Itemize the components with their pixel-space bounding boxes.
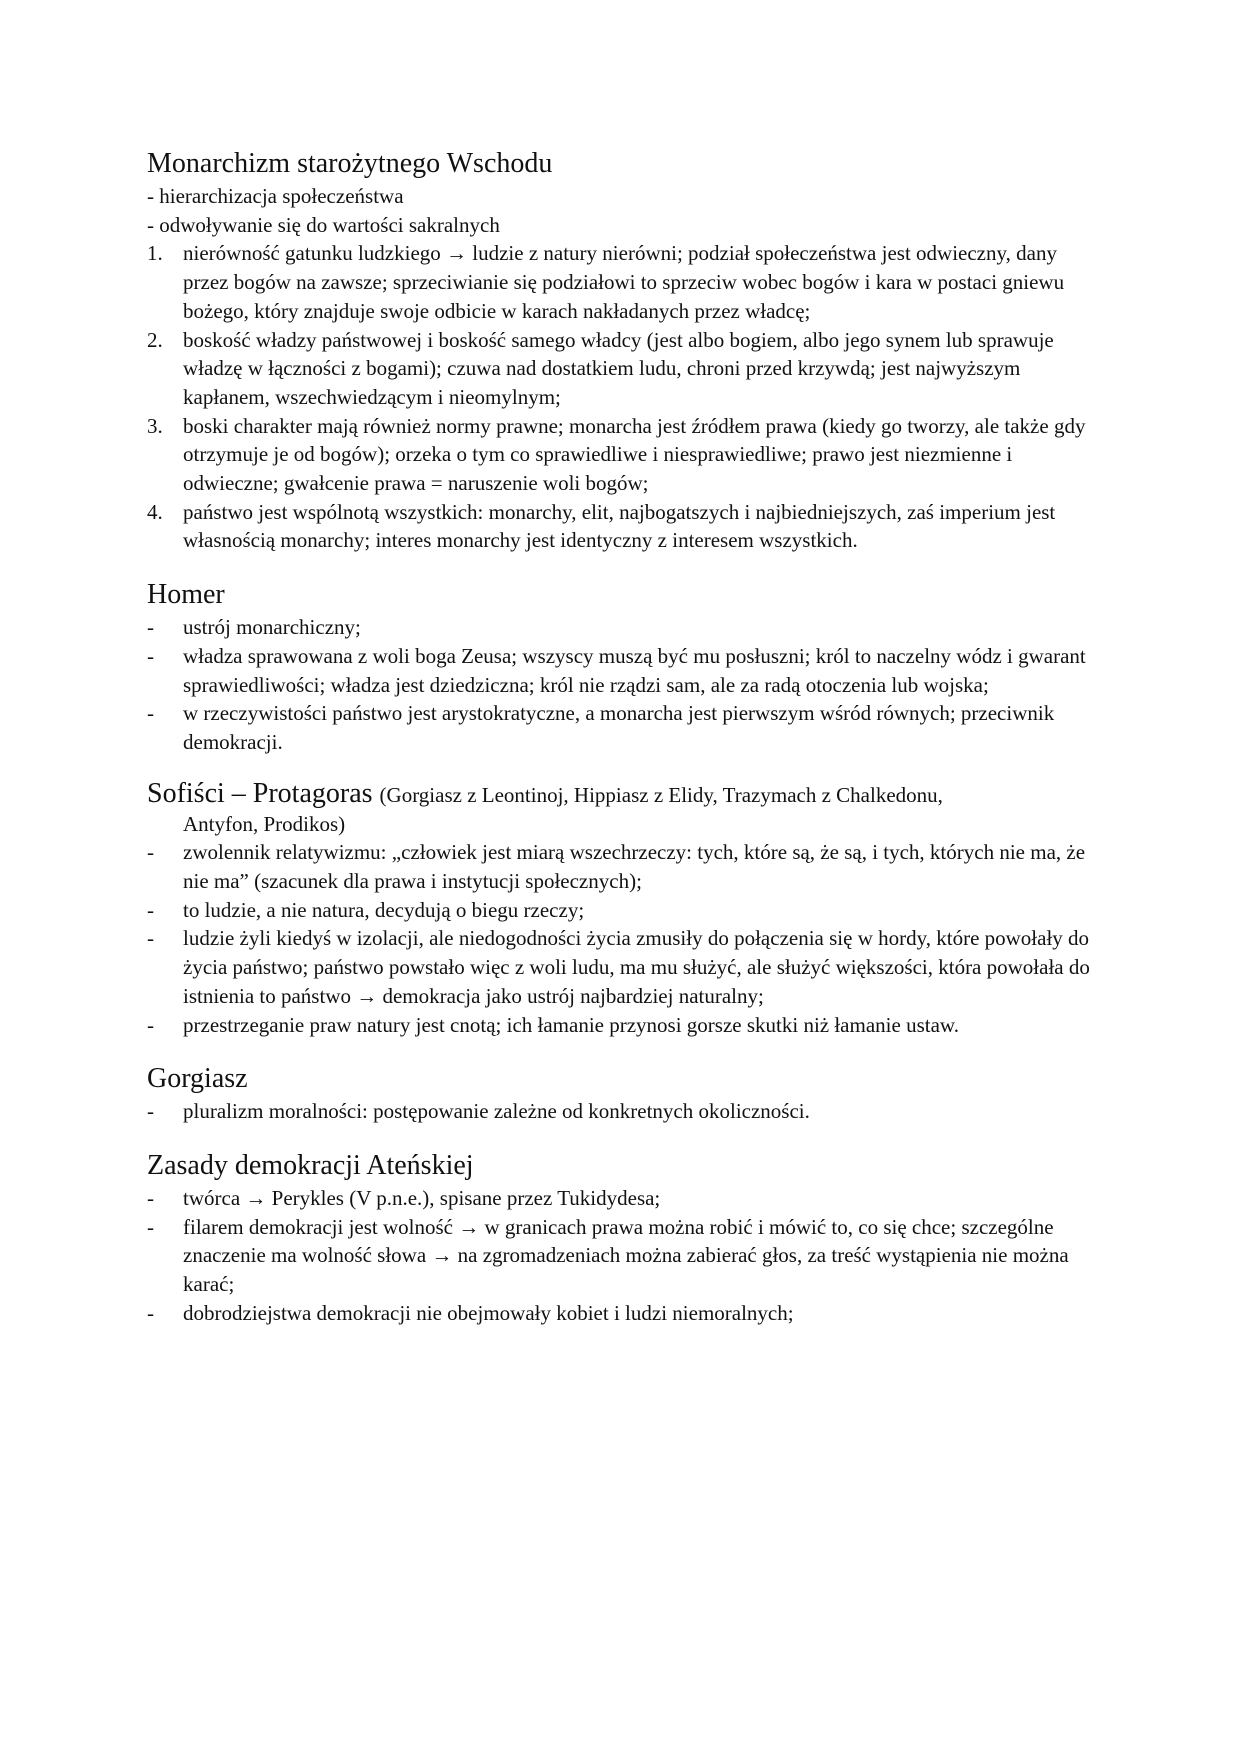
list-number: 1. xyxy=(147,241,163,266)
bullet-dash: - xyxy=(147,1185,154,1210)
list-item xyxy=(147,838,1092,895)
list-item-text: państwo jest wspólnotą wszystkich: monarchy, elit, najbogatszych i najbiedniejszych, zaś imperium jest własnością monarchy; interes monarchy jest identyczny z interesem wszystkich. xyxy=(183,499,1056,553)
list-item xyxy=(147,1011,1092,1040)
list-item-text: władza sprawowana z woli boga Zeusa; wszyscy muszą być mu posłuszni; król to naczelny wódz i gwarant sprawiedliwości; władza jest dziedziczna; król nie rządzi sam, ale za radą otoczenia lub wojska; xyxy=(183,643,1086,697)
list-item-text: nierówność gatunku ludzkiego → ludzie z natury nierówni; podział społeczeństwa jest odwieczny, dany przez bogów na zawsze; sprzeciwianie się podziałowi to sprzeciw wobec bogów i kara w postaci gniewu bożego, który znajduje swoje odbicie w karach nakładanych przez władcę; xyxy=(183,241,1065,323)
list-item xyxy=(147,239,1092,325)
list-item-text: boskość władzy państwowej i boskość samego władcy (jest albo bogiem, albo jego synem lub sprawuje władzę w łączności z bogami); czuwa nad dostatkiem ludu, chroni przed krzywdą; jest najwyższym kapłanem, wszechwiedzącym i nieomylnym; xyxy=(183,327,1054,409)
bullet-dash: - xyxy=(147,643,154,668)
bullet-dash: - xyxy=(147,840,154,865)
bullet-dash: - xyxy=(147,1300,154,1325)
heading-note-continuation: Antyfon, Prodikos) xyxy=(183,811,346,836)
bullet-dash: - xyxy=(147,897,154,922)
list-item xyxy=(147,699,1092,756)
list-item xyxy=(147,613,1092,642)
list-item xyxy=(147,896,1092,925)
list-item-text: to ludzie, a nie natura, decydują o biegu rzeczy; xyxy=(183,897,585,922)
intro-line: - odwoływanie się do wartości sakralnych xyxy=(147,212,500,237)
list-item-text: ustrój monarchiczny; xyxy=(183,615,361,640)
bullet-dash: - xyxy=(147,1214,154,1239)
section-gorgiasz xyxy=(147,1061,1092,1126)
list-item xyxy=(147,412,1092,498)
section-title: Monarchizm starożytnego Wschodu xyxy=(147,148,553,179)
section-title: Zasady demokracji Ateńskiej xyxy=(147,1149,474,1181)
list-item-text: w rzeczywistości państwo jest arystokratyczne, a monarcha jest pierwszym wśród równych; przeciwnik demokracji. xyxy=(183,701,1055,754)
list-item xyxy=(147,642,1092,699)
list-item-text: pluralizm moralności: postępowanie zależne od konkretnych okoliczności. xyxy=(183,1099,810,1124)
bullet-dash: - xyxy=(147,701,154,726)
document-page xyxy=(147,146,1092,1328)
bullet-dash: - xyxy=(147,1099,154,1124)
section-title: Gorgiasz xyxy=(147,1063,248,1095)
bullet-dash: - xyxy=(147,615,154,640)
heading-note: (Gorgiasz z Leontinoj, Hippiasz z Elidy, Trazymach z Chalkedonu, xyxy=(379,782,943,807)
section-title: Homer xyxy=(147,579,225,611)
list-item-text: filarem demokracji jest wolność → w granicach prawa można robić i mówić to, co się chce; szczególne znaczenie ma wolność słowa → na zgromadzeniach można zabierać głos, za treść wystąpienia nie można karać; xyxy=(183,1214,1069,1297)
list-item xyxy=(147,1097,1092,1126)
list-item-text: przestrzeganie praw natury jest cnotą; ich łamanie przynosi gorsze skutki niż łamanie ustaw. xyxy=(183,1012,959,1037)
section-demokracja xyxy=(147,1148,1092,1328)
list-item-text: ludzie żyli kiedyś w izolacji, ale niedogodności życia zmusiły do połączenia się w hordy, które powołały do życia państwo; państwo powstało więc z woli ludu, ma mu służyć, ale służyć większości, która powołała do istnienia to państwo → demokracja jako ustrój najbardziej naturalny; xyxy=(183,926,1090,1008)
list-item xyxy=(147,1213,1092,1299)
bullet-dash: - xyxy=(147,926,154,951)
intro-line: - hierarchizacja społeczeństwa xyxy=(147,184,404,208)
list-number: 4. xyxy=(147,499,163,524)
section-heading-with-note xyxy=(147,779,1092,810)
section-title: Sofiści – Protagoras xyxy=(147,777,373,809)
list-number: 2. xyxy=(147,327,163,352)
list-number: 3. xyxy=(147,413,163,438)
list-item xyxy=(147,1299,1092,1328)
list-item-text: boski charakter mają również normy prawne; monarcha jest źródłem prawa (kiedy go tworzy, ale także gdy otrzymuje je od bogów); orzeka o tym co sprawiedliwe i niesprawiedliwe; prawo jest niezmienne i odwieczne; gwałcenie prawa = naruszenie woli bogów; xyxy=(183,413,1086,496)
list-item xyxy=(147,924,1092,1010)
list-item-text: twórca → Perykles (V p.n.e.), spisane przez Tukidydesa; xyxy=(183,1185,661,1210)
list-item-text: zwolennik relatywizmu: „człowiek jest miarą wszechrzeczy: tych, które są, że są, i tych, których nie ma, że nie ma” (szacunek dla prawa i instytucji społecznych); xyxy=(183,840,1086,894)
section-monarchizm xyxy=(147,146,1092,555)
list-item xyxy=(147,498,1092,555)
bullet-dash: - xyxy=(147,1012,154,1037)
section-homer xyxy=(147,577,1092,757)
list-item xyxy=(147,326,1092,412)
section-sofisci xyxy=(147,779,1092,1040)
list-item-text: dobrodziejstwa demokracji nie obejmowały kobiet i ludzi niemoralnych; xyxy=(183,1300,794,1325)
list-item xyxy=(147,1184,1092,1213)
